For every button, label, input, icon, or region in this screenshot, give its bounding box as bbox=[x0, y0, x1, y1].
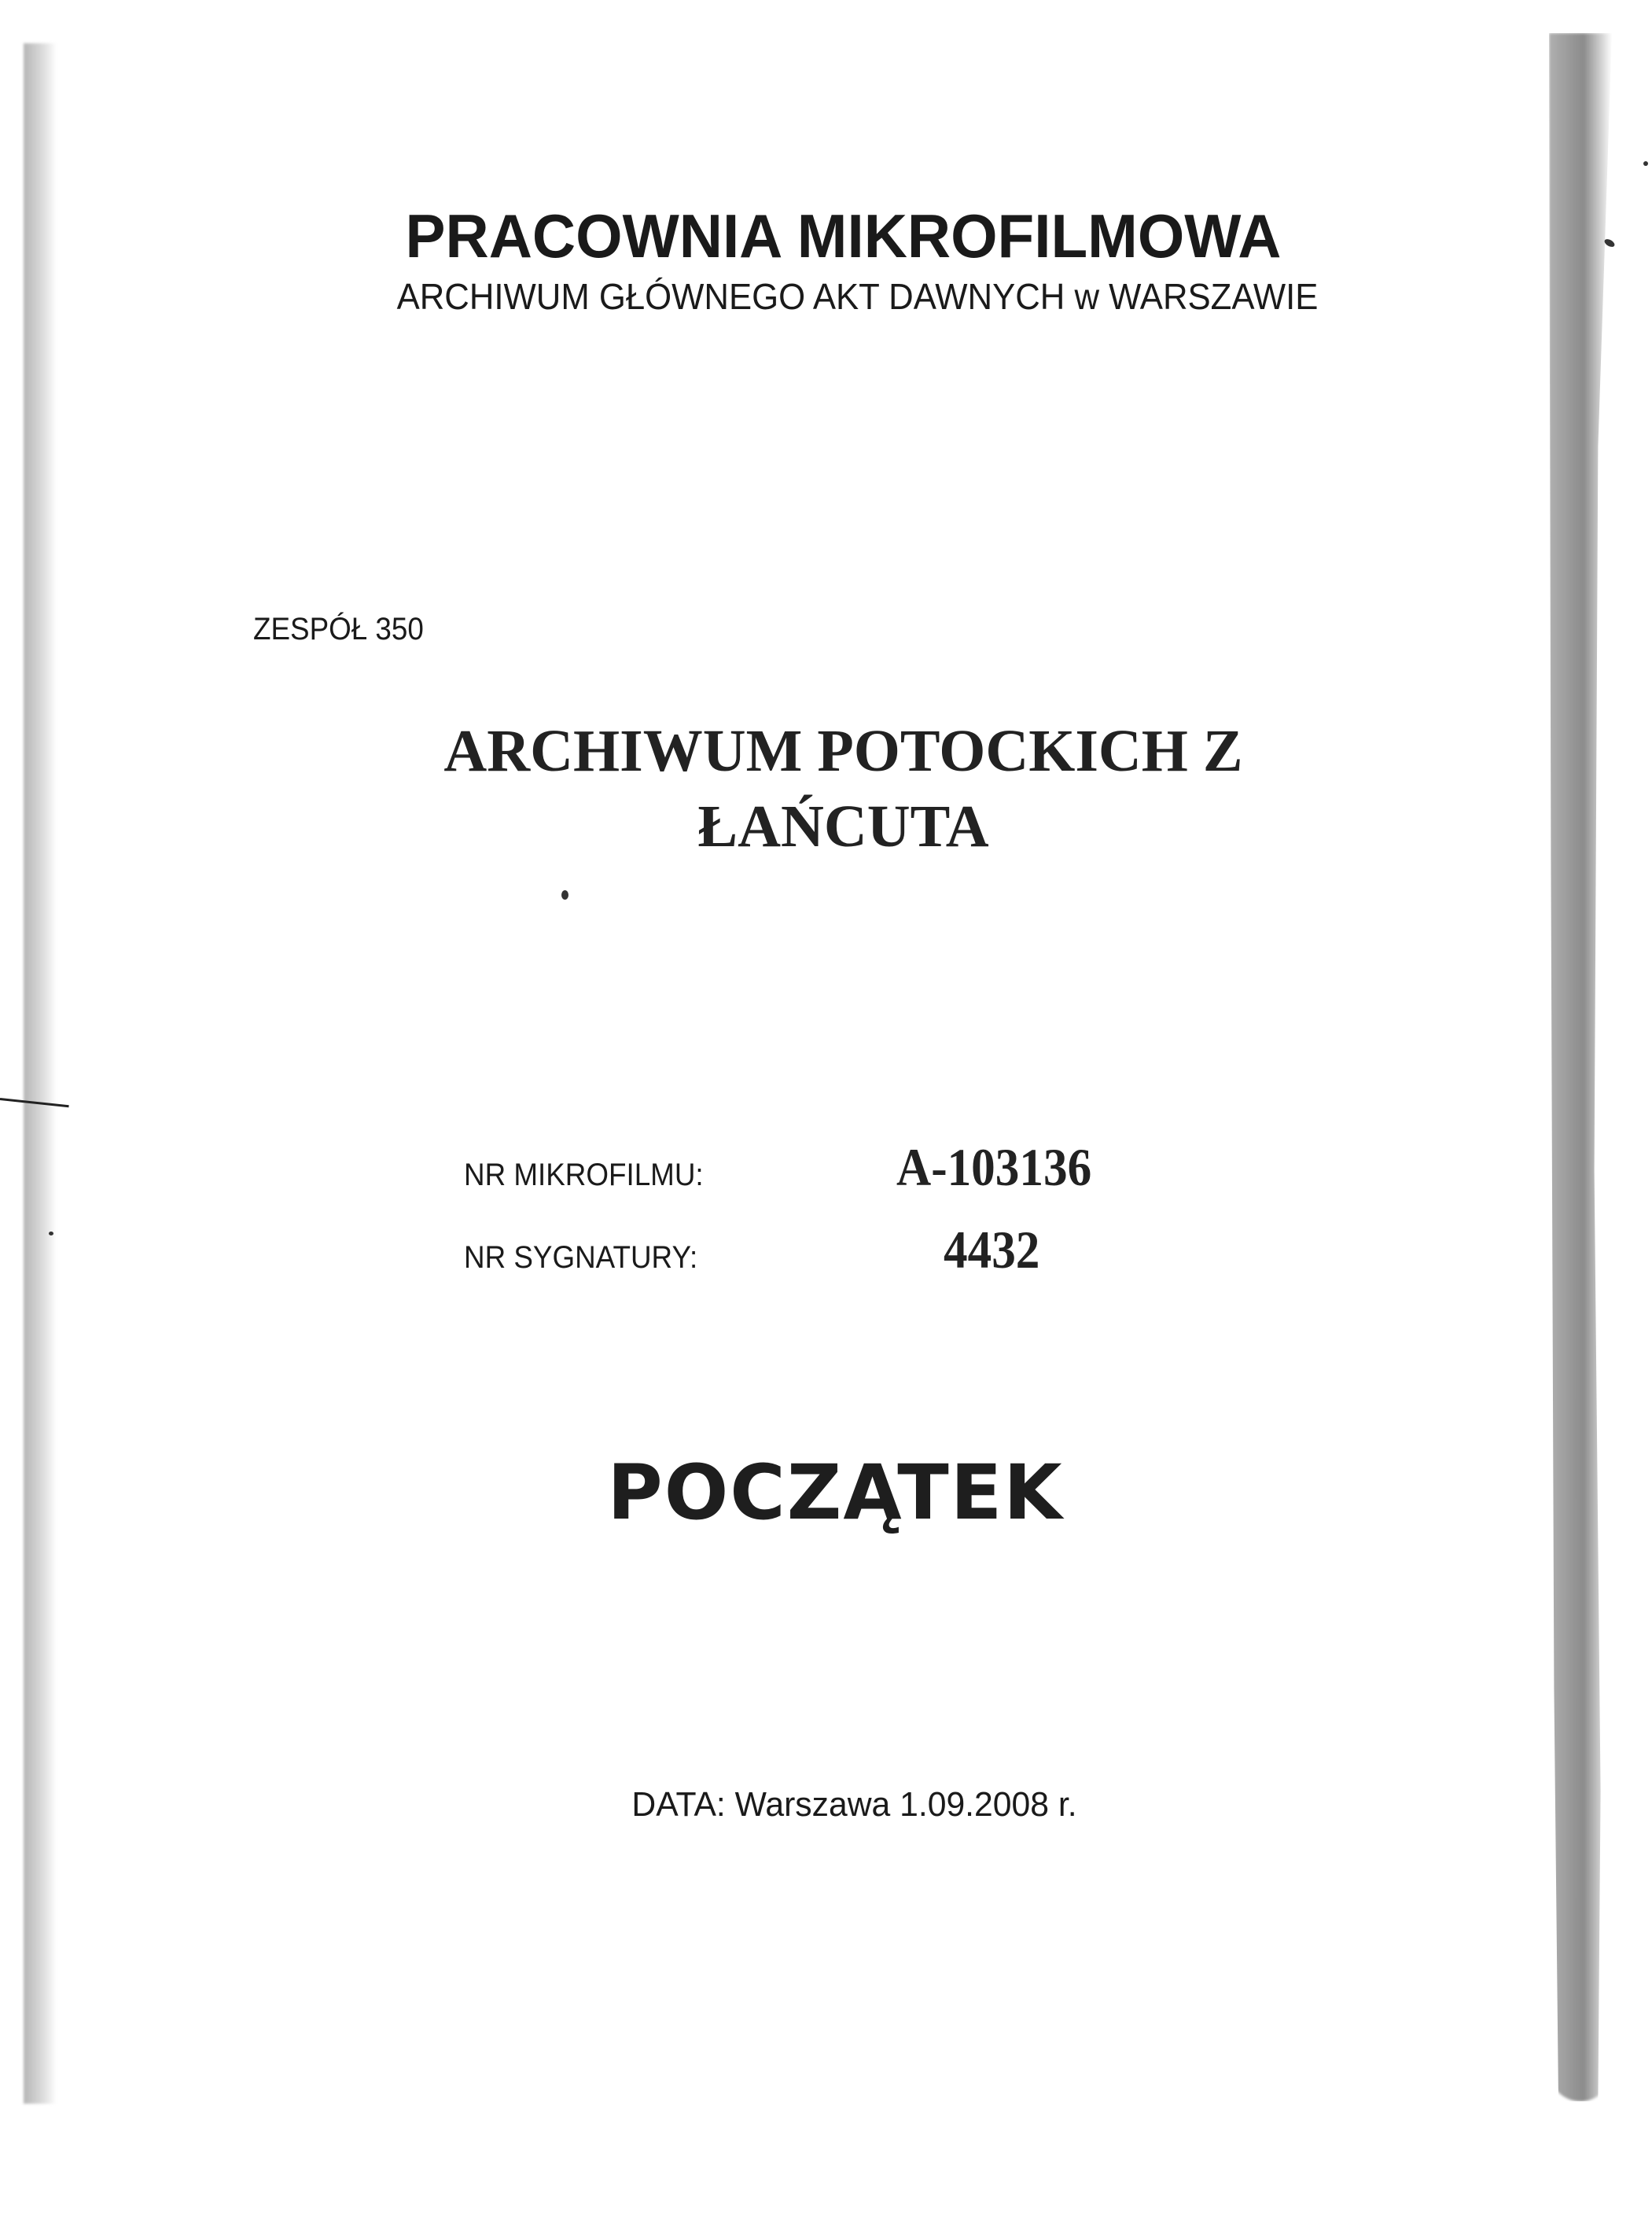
fond-title-line1: ARCHIWUM POTOCKICH Z bbox=[443, 718, 1243, 784]
signature-number-row bbox=[464, 1219, 1050, 1282]
header-title: PRACOWNIA MIKROFILMOWA bbox=[405, 201, 1282, 271]
microfilm-number-value: A-103136 bbox=[896, 1137, 1092, 1197]
status-title: POCZĄTEK bbox=[607, 1449, 1064, 1537]
scan-shadow-left bbox=[24, 43, 57, 2104]
fond-label: ZESPÓŁ 350 bbox=[253, 612, 424, 646]
scan-speck bbox=[561, 890, 568, 900]
header-subtitle: ARCHIWUM GŁÓWNEGO AKT DAWNYCH w WARSZAWIE bbox=[396, 276, 1319, 317]
microfilm-number-label: NR MIKROFILMU: bbox=[464, 1158, 704, 1192]
scan-speck bbox=[1643, 161, 1648, 166]
signature-number-label: NR SYGNATURY: bbox=[464, 1240, 698, 1275]
scan-speck bbox=[49, 1232, 53, 1235]
microfilm-number-row bbox=[464, 1136, 1113, 1199]
signature-number-value: 4432 bbox=[944, 1220, 1040, 1280]
fond-title-line2: ŁAŃCUTA bbox=[697, 794, 989, 860]
date-line: DATA: Warszawa 1.09.2008 r. bbox=[631, 1785, 1077, 1824]
